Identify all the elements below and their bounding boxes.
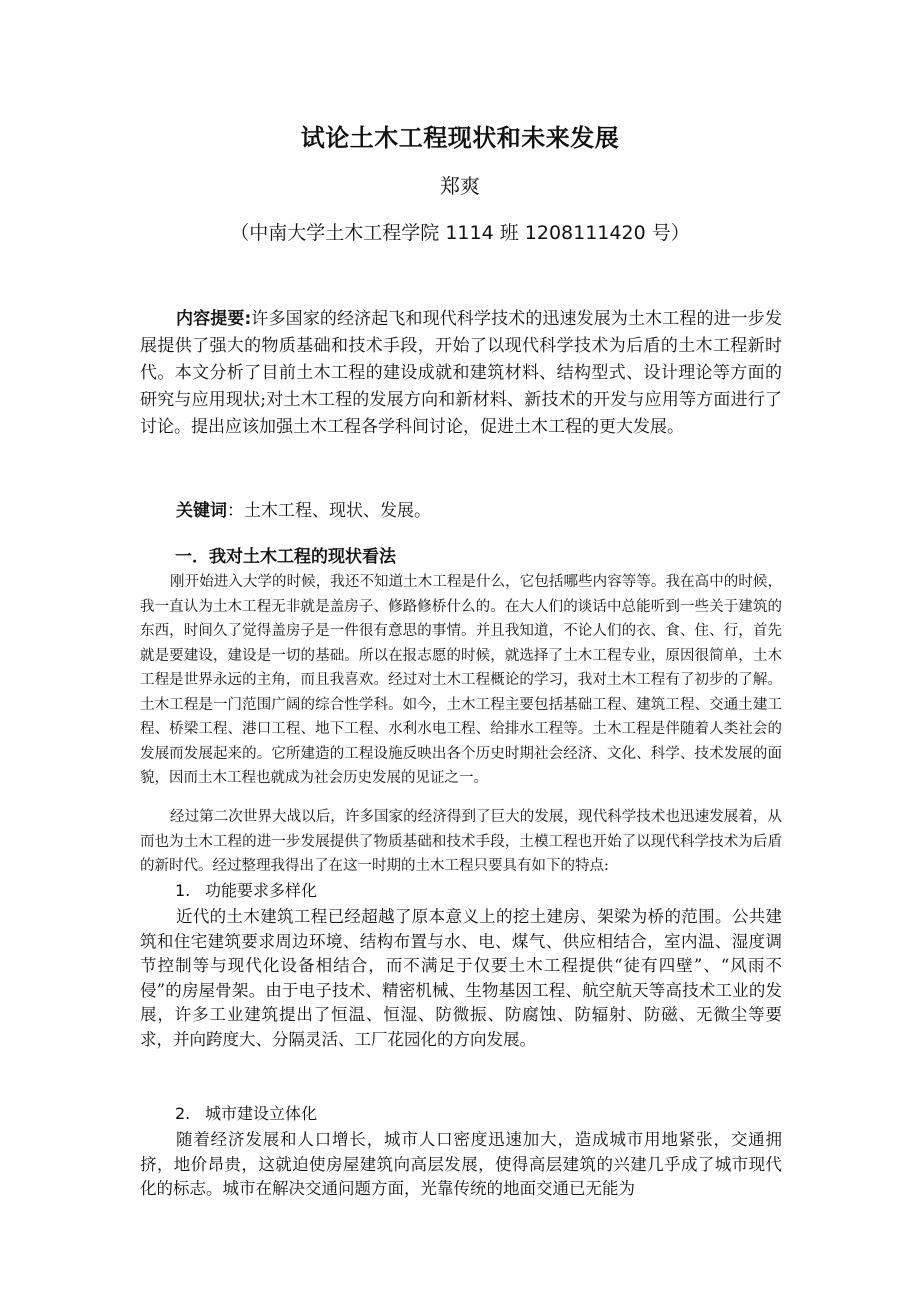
list-item-label: 功能要求多样化 — [205, 881, 318, 900]
list-item-heading — [175, 879, 775, 903]
body-paragraph: 随着经济发展和人口增长，城市人口密度迅速加大，造成城市用地紧张，交通拥挤，地价昂贵，这就迫使房屋建筑向高层发展，使得高层建筑的兴建几乎成了城市现代化的标志。城市在解决交通问题方面，光靠传统的地面交通已无能为 — [140, 1130, 782, 1198]
author-name: 郑爽 — [440, 174, 480, 198]
keywords-label: 关键词 — [176, 501, 227, 521]
document-title: 试论土木工程现状和未来发展 — [300, 124, 620, 152]
body-paragraph: 刚开始进入大学的时候，我还不知道土木工程是什么，它包括哪些内容等等。我在高中的时候，我一直认为土木工程无非就是盖房子、修路修桥什么的。在大人们的谈话中总能听到一些关于建筑的东西，时间久了觉得盖房子是一件很有意思的事情。并且我知道，不论人们的衣、食、住、行，首先就是要建设，建设是一切的基础。所以在报志愿的时候，就选择了土木工程专业，原因很简单，土木工程是世界永远的主角，而且我喜欢。经过对土木工程概论的学习，我对土木工程有了初步的了解。土木工程是一门范围广阔的综合性学科。如今，土木工程主要包括基础工程、建筑工程、交通土建工程、桥梁工程、港口工程、地下工程、水利水电工程、给排水工程等。土木工程是伴随着人类社会的发展而发展起来的。它所建造的工程设施反映出各个历史时期社会经济、文化、科学、技术发展的面貌，因而土木工程也就成为社会历史发展的见证之一。 — [140, 574, 782, 786]
abstract-label: 内容提要: — [176, 309, 252, 329]
author-affiliation: （中南大学土木工程学院 1114 班 1208111420 号） — [230, 222, 690, 244]
body-paragraph: 近代的土木建筑工程已经超越了原本意义上的挖土建房、架梁为桥的范围。公共建筑和住宅建筑要求周边环境、结构布置与水、电、煤气、供应相结合，室内温、湿度调节控制等与现代化设备相结合，而不满足于仅要土木工程提供“徒有四壁”、“风雨不侵”的房屋骨架。由于电子技术、精密机械、生物基因工程、航空航天等高技术工业的发展，许多工业建筑提出了恒温、恒湿、防微振、防腐蚀、防辐射、防磁、无微尘等要求，并向跨度大、分隔灵活、工厂花园化的方向发展。 — [140, 907, 782, 1049]
section-heading: 一．我对土木工程的现状看法 — [175, 547, 396, 567]
keywords-paragraph — [140, 498, 782, 525]
list-item-number: 2. — [175, 1104, 191, 1123]
abstract-text: 许多国家的经济起飞和现代科学技术的迅速发展为土木工程的进一步发展提供了强大的物质基础和技术手段，开始了以现代科学技术为后盾的土木工程新时代。本文分析了目前土木工程的建设成就和建筑材料、结构型式、设计理论等方面的研究与应用现状;对土木工程的发展方向和新材料、新技术的开发与应用等方面进行了讨论。提出应该加强土木工程各学科间讨论，促进土木工程的更大发展。 — [140, 309, 782, 437]
list-item-number: 1. — [175, 881, 191, 900]
list-item-label: 城市建设立体化 — [205, 1104, 318, 1123]
body-paragraph: 经过第二次世界大战以后，许多国家的经济得到了巨大的发展，现代科学技术也迅速发展着，从而也为土木工程的进一步发展提供了物质基础和技术手段，土模工程也开始了以现代科学技术为后盾的新时代。经过整理我得出了在这一时期的土木工程只要具有如下的特点: — [140, 809, 782, 874]
list-item-heading — [175, 1102, 775, 1126]
abstract-paragraph — [140, 306, 782, 441]
keywords-text: ：土木工程、现状、发展。 — [227, 501, 431, 521]
